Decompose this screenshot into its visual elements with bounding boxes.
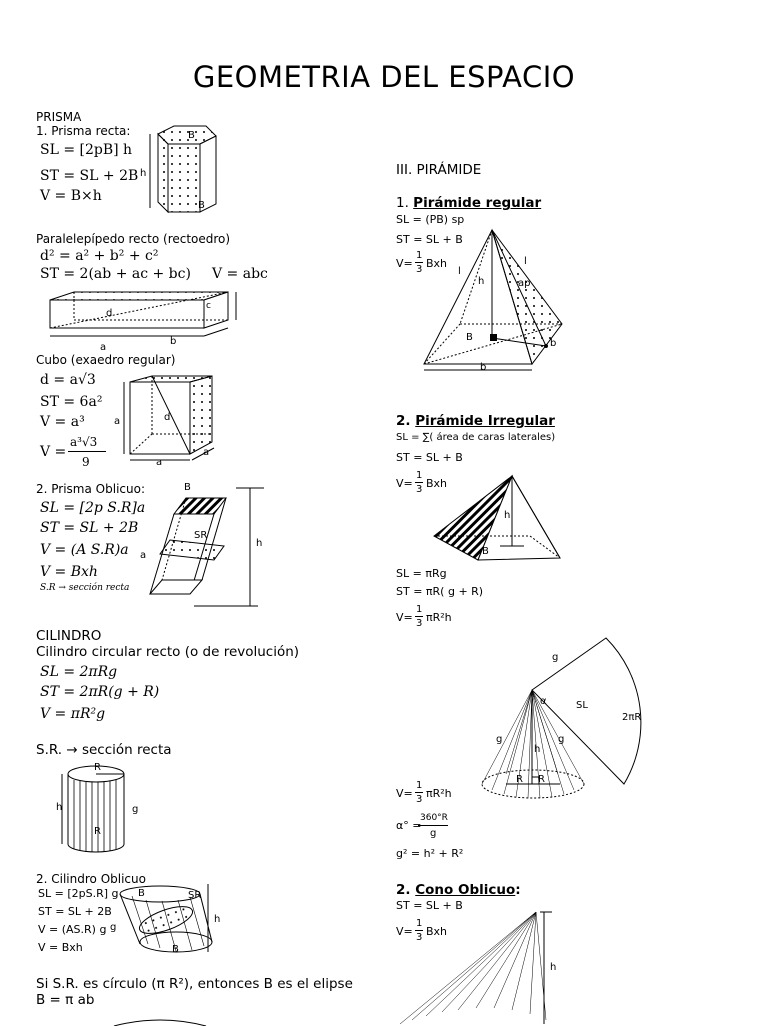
piramide-irregular-formula-v-den: 3 bbox=[416, 484, 423, 495]
cilindro-oblicuo-heading: 2. Cilindro Oblicuo bbox=[36, 872, 146, 886]
rectoedro-a-label: a bbox=[100, 342, 107, 353]
prisma-formula-v: V = B×h bbox=[40, 188, 102, 204]
cilindro-oblicuo-formula-st: ST = SL + 2B bbox=[38, 905, 112, 918]
cone-h-label: h bbox=[534, 744, 541, 755]
cono-formula-v-num: 1 bbox=[416, 604, 423, 615]
oblique-cone-h-label: h bbox=[550, 962, 557, 973]
cono-formula-sl: SL = πRg bbox=[396, 567, 447, 580]
oblique-cone-figure bbox=[396, 906, 566, 1024]
cono-oblicuo-number: 2. bbox=[396, 882, 416, 898]
cilindro-oblicuo-formula-v: V = (AS.R) g bbox=[38, 923, 107, 936]
piramide-irregular-formula-sl: SL = ∑( área de caras laterales) bbox=[396, 432, 556, 443]
cono-oblicuo-formula-v-lhs: V= bbox=[396, 925, 413, 938]
piramide-regular-heading bbox=[396, 195, 541, 211]
cono-oblicuo-formula-v-den: 3 bbox=[416, 932, 423, 943]
oblique-cylinder-figure bbox=[104, 882, 234, 962]
piramide-irregular-formula-v-num: 1 bbox=[416, 470, 423, 481]
cubo-formula-v2-num: a³√3 bbox=[70, 435, 98, 449]
cono-oblicuo-title: Cono Oblicuo bbox=[415, 882, 516, 898]
pyramid-b-base-label: B bbox=[466, 332, 473, 343]
cubo-formula-st: ST = 6a² bbox=[40, 394, 103, 410]
piramide-irregular-formula-v-lhs: V= bbox=[396, 477, 413, 490]
rectoedro-figure bbox=[40, 290, 220, 353]
prism-b-bottom-label: B bbox=[198, 200, 205, 211]
cilindro-heading: CILINDRO bbox=[36, 628, 102, 644]
cylinder-g-label: g bbox=[132, 804, 139, 815]
cone-r-left-label: R bbox=[516, 774, 523, 785]
cono-formula-v2-den: 3 bbox=[416, 794, 423, 805]
pyramid-b-bottom-label: b bbox=[480, 362, 487, 373]
prisma-heading: PRISMA bbox=[36, 110, 82, 124]
prisma-formula-sl: SL = [2pB] h bbox=[40, 142, 133, 158]
cone-r-right-label: R bbox=[538, 774, 545, 785]
cone-2pir-label: 2πR bbox=[622, 712, 642, 723]
cone-sl-label: SL bbox=[576, 700, 588, 711]
oblique-cyl-b-bottom-label: B bbox=[172, 944, 179, 955]
piramide-regular-number: 1. bbox=[396, 195, 414, 211]
paralelepipedo-heading: Paralelepípedo recto (rectoedro) bbox=[36, 232, 231, 246]
cono-formula-v-rhs: πR²h bbox=[426, 611, 452, 624]
irregular-pyramid-figure bbox=[430, 472, 570, 564]
oblique-cyl-g-label: g bbox=[110, 922, 117, 933]
piramide-regular-formula-st: ST = SL + B bbox=[396, 233, 463, 246]
cono-oblicuo-formula-v-rhs: Bxh bbox=[426, 925, 448, 938]
ellipse-note-line2: B = π ab bbox=[36, 992, 95, 1008]
piramide-regular-formula-sl: SL = (PB) sp bbox=[396, 213, 465, 226]
pyramid-l-left-label: l bbox=[458, 266, 461, 277]
cono-oblicuo-formula-st: ST = SL + B bbox=[396, 899, 463, 912]
oblique-prism-b-label: B bbox=[184, 482, 191, 493]
piramide-regular-formula-v-den: 3 bbox=[416, 264, 423, 275]
cono-formula-v-den: 3 bbox=[416, 618, 423, 629]
cono-formula-v2-rhs: πR²h bbox=[426, 787, 452, 800]
ellipse-note-line1: Si S.R. es círculo (π R²), entonces B es el elipse bbox=[36, 976, 353, 992]
irregular-pyramid-h-label: h bbox=[504, 510, 511, 521]
pyramid-l-right-label: l bbox=[524, 256, 527, 267]
cubo-formula-v: V = a³ bbox=[40, 414, 85, 430]
cilindro-oblicuo-formula-sl: SL = [2pS.R] g bbox=[38, 887, 119, 900]
ellipse-partial-figure bbox=[110, 1014, 210, 1026]
prism-figure bbox=[130, 122, 240, 222]
cube-a-bottom-label: a bbox=[156, 457, 163, 468]
oblique-prism-sr-label: SR bbox=[194, 530, 208, 541]
rectoedro-d-label: d bbox=[106, 308, 113, 319]
regular-pyramid-figure bbox=[420, 224, 570, 374]
piramide-regular-formula-v-lhs: V= bbox=[396, 257, 413, 270]
cono-formula-v2-num: 1 bbox=[416, 780, 423, 791]
cone-g-right-label: g bbox=[558, 734, 565, 745]
cube-d-label: d bbox=[164, 412, 171, 423]
cubo-formula-d: d = a√3 bbox=[40, 372, 96, 388]
cone-development-figure bbox=[476, 634, 676, 804]
cubo-heading: Cubo (exaedro regular) bbox=[36, 353, 176, 367]
prisma-oblicuo-formula-sl: SL = [2p S.R]a bbox=[40, 500, 146, 516]
rectoedro-c-label: c bbox=[206, 301, 211, 311]
cubo-formula-v2-lhs: V = bbox=[40, 444, 67, 460]
cylinder-r-top-label: R bbox=[94, 762, 101, 773]
cono-formula-v2-lhs: V= bbox=[396, 787, 413, 800]
piramide-regular-formula-v-rhs: Bxh bbox=[426, 257, 448, 270]
cilindro-formula-st: ST = 2πR(g + R) bbox=[40, 684, 160, 700]
paralelepipedo-formula-d: d² = a² + b² + c² bbox=[40, 248, 159, 264]
piramide-heading: III. PIRÁMIDE bbox=[396, 162, 482, 178]
cono-formula-alpha-den: g bbox=[430, 828, 437, 839]
cone-alpha-label: α bbox=[540, 696, 547, 707]
cono-formula-v-lhs: V= bbox=[396, 611, 413, 624]
piramide-irregular-number: 2. bbox=[396, 413, 416, 429]
piramide-irregular-heading bbox=[396, 413, 555, 429]
piramide-regular-formula-v-num: 1 bbox=[416, 250, 423, 261]
oblique-cyl-sr-label: SR bbox=[188, 890, 202, 901]
cone-g-top-label: g bbox=[552, 652, 559, 663]
cono-oblicuo-formula-v-num: 1 bbox=[416, 918, 423, 929]
paralelepipedo-formula-st: ST = 2(ab + ac + bc) bbox=[40, 266, 191, 282]
cilindro-formula-v: V = πR²g bbox=[40, 706, 106, 722]
cubo-formula-v2-den: 9 bbox=[82, 455, 90, 469]
cube-a-left-label: a bbox=[114, 416, 121, 427]
cono-formula-st: ST = πR( g + R) bbox=[396, 585, 484, 598]
oblique-prism-h-label: h bbox=[256, 538, 263, 549]
oblique-cyl-b-top-label: B bbox=[138, 888, 145, 899]
prisma-subheading: 1. Prisma recta: bbox=[36, 124, 131, 138]
cono-oblicuo-heading bbox=[396, 882, 521, 898]
rectoedro-b-label: b bbox=[170, 336, 177, 347]
cilindro-sr-note: S.R. → sección recta bbox=[36, 742, 172, 758]
irregular-pyramid-b-label: B bbox=[482, 546, 489, 557]
oblique-prism-figure bbox=[140, 484, 270, 608]
piramide-regular-title: Pirámide regular bbox=[413, 195, 542, 211]
oblique-prism-a-label: a bbox=[140, 550, 147, 561]
prisma-oblicuo-heading: 2. Prisma Oblicuo: bbox=[36, 482, 145, 496]
oblique-cyl-h-label: h bbox=[214, 914, 221, 925]
pyramid-h-label: h bbox=[478, 276, 485, 287]
piramide-irregular-formula-v-rhs: Bxh bbox=[426, 477, 448, 490]
prisma-oblicuo-formula-st: ST = SL + 2B bbox=[40, 520, 139, 536]
cube-a-right-label: a bbox=[203, 447, 210, 458]
piramide-irregular-formula-st: ST = SL + B bbox=[396, 451, 463, 464]
prisma-oblicuo-formula-v2: V = Bxh bbox=[40, 564, 98, 580]
prisma-oblicuo-formula-v: V = (A S.R)a bbox=[40, 542, 129, 558]
cylinder-figure bbox=[52, 760, 142, 860]
prism-h-label: h bbox=[140, 168, 147, 179]
cilindro-oblicuo-formula-v2: V = Bxh bbox=[38, 941, 83, 954]
pyramid-b-right-label: b bbox=[550, 338, 557, 349]
cono-oblicuo-colon: : bbox=[515, 882, 521, 898]
paralelepipedo-formula-v: V = abc bbox=[212, 266, 268, 282]
cono-formula-alpha-num: 360°R bbox=[420, 813, 448, 823]
prisma-oblicuo-sr-note: S.R → sección recta bbox=[40, 583, 130, 593]
cone-g-left-label: g bbox=[496, 734, 503, 745]
prism-b-top-label: B bbox=[188, 130, 195, 141]
cono-formula-g: g² = h² + R² bbox=[396, 847, 464, 860]
page-title: GEOMETRIA DEL ESPACIO bbox=[192, 60, 576, 94]
cilindro-subheading: Cilindro circular recto (o de revolución) bbox=[36, 644, 300, 660]
piramide-irregular-title: Pirámide Irregular bbox=[415, 413, 555, 429]
cylinder-h-label: h bbox=[56, 802, 63, 813]
cilindro-formula-sl: SL = 2πRg bbox=[40, 664, 118, 680]
prisma-formula-st: ST = SL + 2B bbox=[40, 168, 139, 184]
cono-formula-alpha-lhs: α° = bbox=[396, 819, 422, 832]
cylinder-r-bottom-label: R bbox=[94, 826, 101, 837]
pyramid-ap-label: ap bbox=[518, 278, 531, 289]
